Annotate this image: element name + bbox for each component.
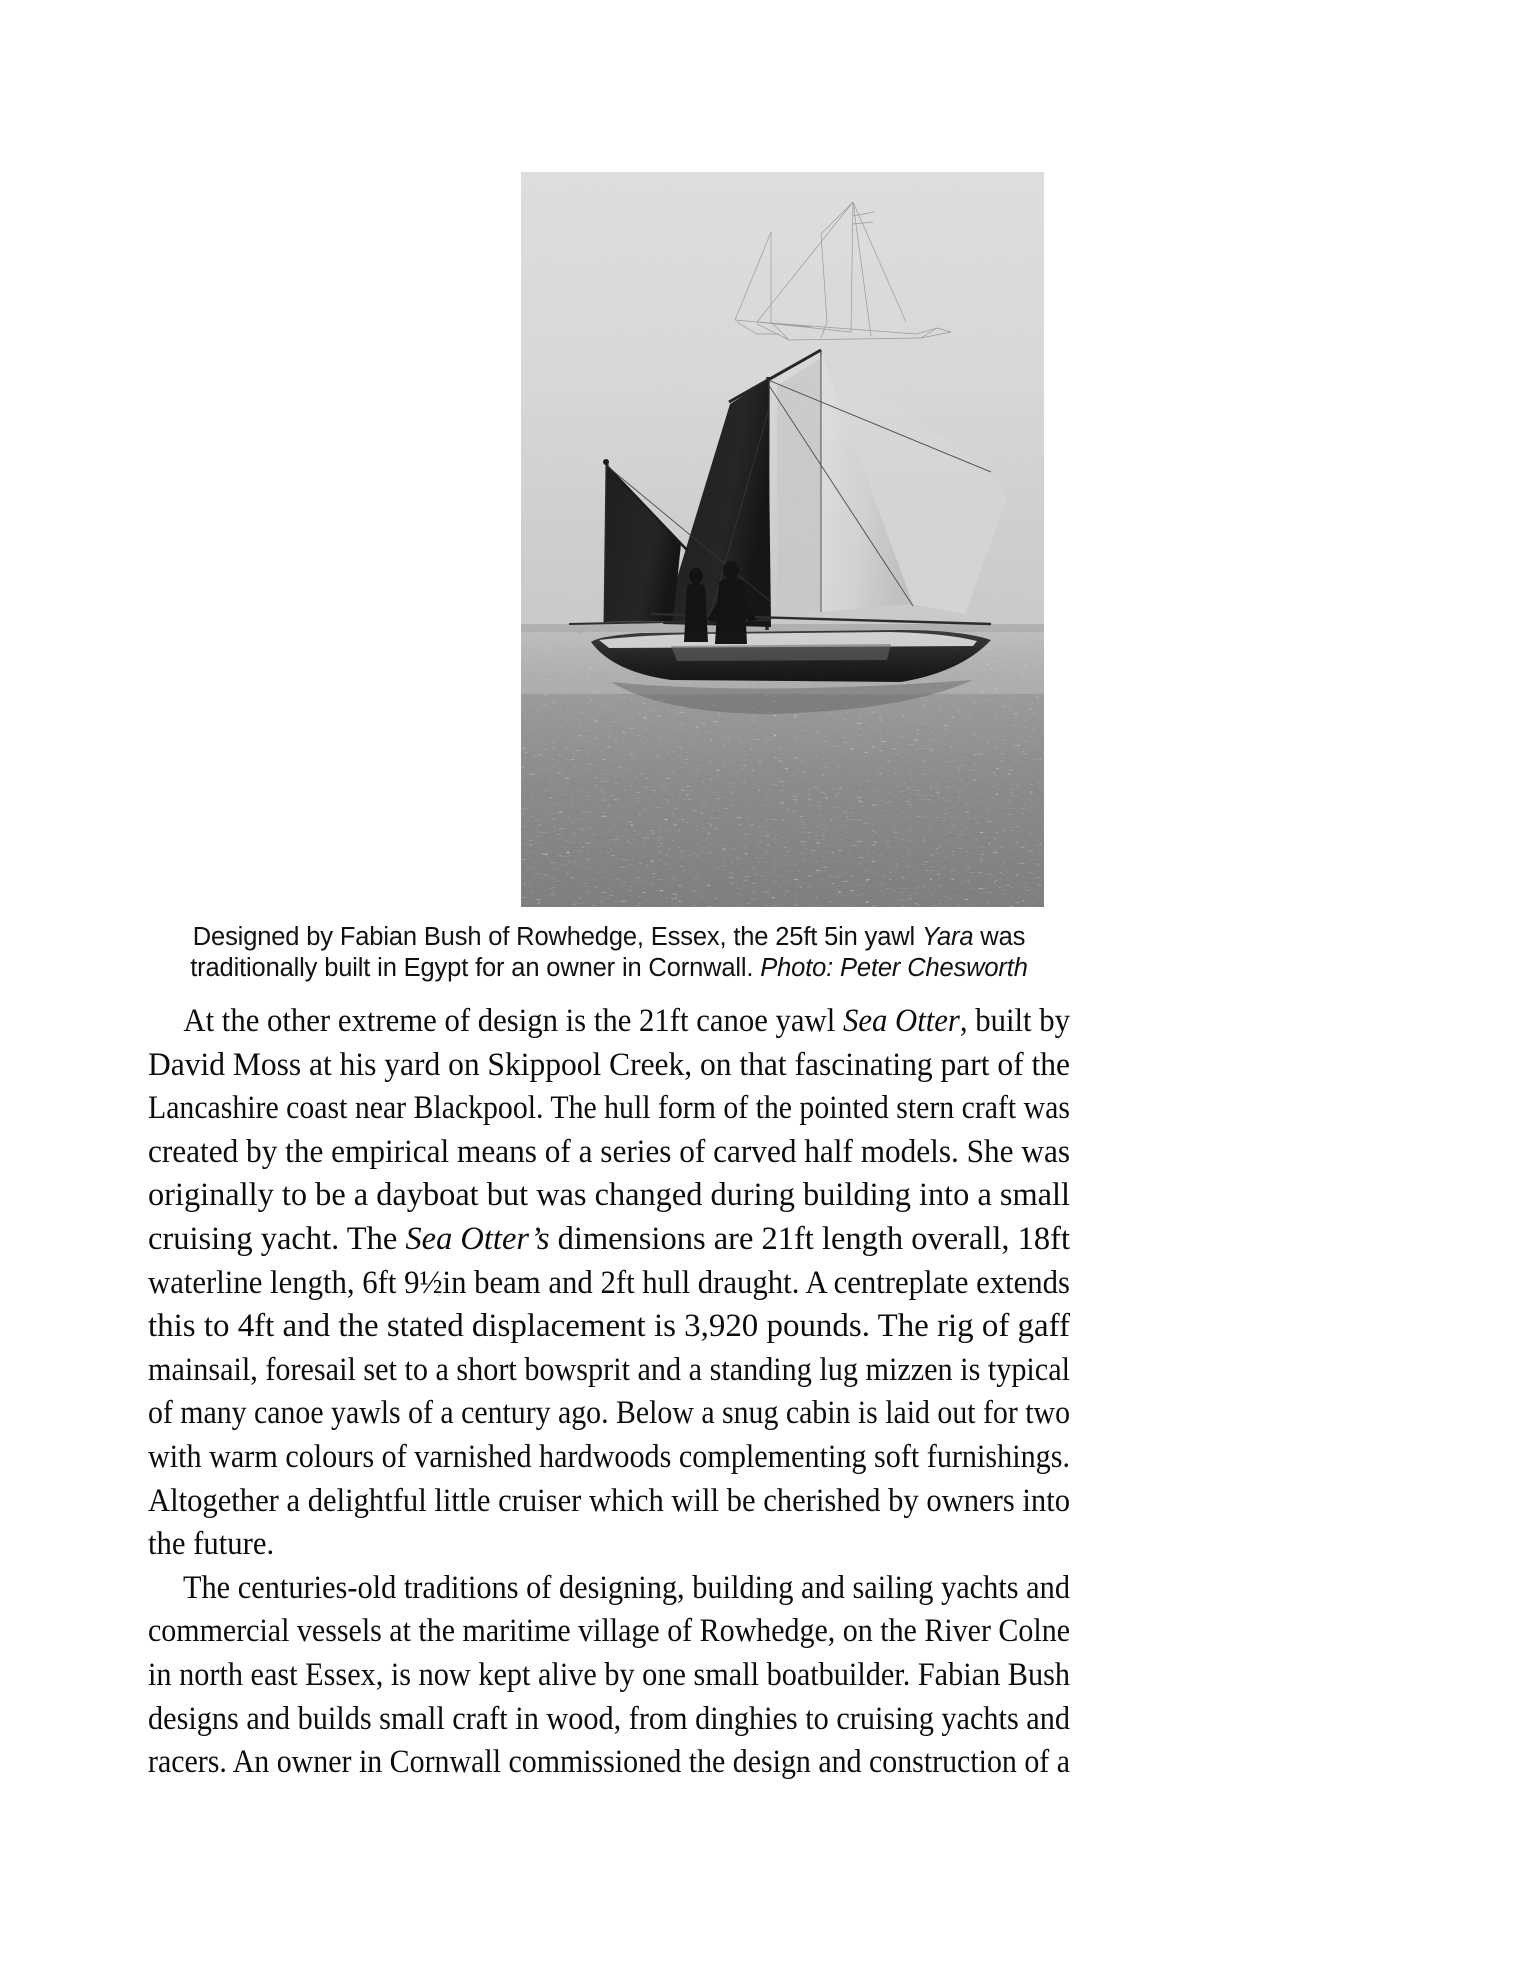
text-line	[148, 1741, 1070, 1785]
text-run: created by the empirical means of a series of carved half models. She was	[148, 1133, 1070, 1170]
paragraph-container	[148, 1000, 1070, 1785]
text-run: dimensions are 21ft length overall, 18ft	[549, 1220, 1070, 1257]
italic-title: Sea Otter	[842, 1003, 960, 1039]
figure-caption	[148, 922, 1070, 984]
text-run: in north east Essex, is now kept alive by one small boatbuilder. Fabian Bush	[148, 1656, 1070, 1693]
text-line	[148, 1044, 1070, 1088]
paragraph	[148, 1000, 1070, 1567]
text-line	[148, 1000, 1070, 1044]
text-line	[148, 1698, 1070, 1742]
text-run: designs and builds small craft in wood, from dinghies to cruising yachts and	[148, 1700, 1070, 1737]
scan-lines	[521, 172, 1044, 632]
text-line	[148, 1131, 1070, 1175]
text-run: originally to be a dayboat but was changed during building into a small	[148, 1177, 1070, 1214]
caption-vessel-name: Yara	[922, 923, 974, 951]
text-run: At the other extreme of design is the 21ft canoe yawl	[183, 1003, 843, 1039]
text-run: , built by	[959, 1003, 1070, 1039]
text-run: with warm colours of varnished hardwoods complementing soft furnishings.	[148, 1438, 1070, 1475]
text-run: cruising yacht. The	[148, 1220, 406, 1257]
text-run: the future.	[148, 1526, 275, 1563]
italic-title: Sea Otter’s	[405, 1220, 550, 1257]
yacht-photograph-canvas	[521, 172, 1044, 907]
text-run: The centuries-old traditions of designing, building and sailing yachts and	[182, 1569, 1070, 1606]
caption-line1-part2: was traditionally built in	[190, 923, 1026, 982]
text-line	[148, 1392, 1070, 1436]
text-run: Altogether a delightful little cruiser which will be cherished by owners into	[148, 1482, 1070, 1519]
yacht-photograph	[521, 172, 1044, 907]
text-run: mainsail, foresail set to a short bowsprit and a standing lug mizzen is typical	[148, 1351, 1070, 1388]
text-run: commercial vessels at the maritime village of Rowhedge, on the River Colne	[148, 1613, 1070, 1650]
text-line	[148, 1523, 1070, 1567]
text-line	[148, 1174, 1070, 1218]
text-line	[148, 1349, 1070, 1393]
text-line	[148, 1567, 1070, 1611]
caption-line2-part1: Egypt for an owner in Cornwall.	[403, 954, 761, 982]
text-run: David Moss at his yard on Skippool Creek, on that fascinating part of the	[148, 1046, 1070, 1083]
text-run: Lancashire coast near Blackpool. The hull form of the pointed stern craft was	[148, 1090, 1070, 1127]
text-line	[148, 1305, 1070, 1349]
text-line	[148, 1087, 1070, 1131]
body-text-column	[148, 1000, 1070, 1785]
paragraph	[148, 1567, 1070, 1785]
text-run: racers. An owner in Cornwall commissioned the design and construction of a	[148, 1744, 1070, 1781]
caption-line1-part1: Designed by Fabian Bush of Rowhedge, Essex, the 25ft 5in yawl	[192, 923, 922, 951]
text-line	[148, 1654, 1070, 1698]
text-line	[148, 1610, 1070, 1654]
text-run: this to 4ft and the stated displacement is 3,920 pounds. The rig of gaff	[148, 1308, 1070, 1345]
text-run: of many canoe yawls of a century ago. Below a snug cabin is laid out for two	[148, 1395, 1070, 1432]
text-line	[148, 1262, 1070, 1306]
text-line	[148, 1480, 1070, 1524]
text-run: waterline length, 6ft 9½in beam and 2ft hull draught. A centreplate extends	[148, 1264, 1070, 1301]
text-line	[148, 1436, 1070, 1480]
caption-photo-credit: Photo: Peter Chesworth	[760, 954, 1028, 982]
text-line	[148, 1218, 1070, 1262]
